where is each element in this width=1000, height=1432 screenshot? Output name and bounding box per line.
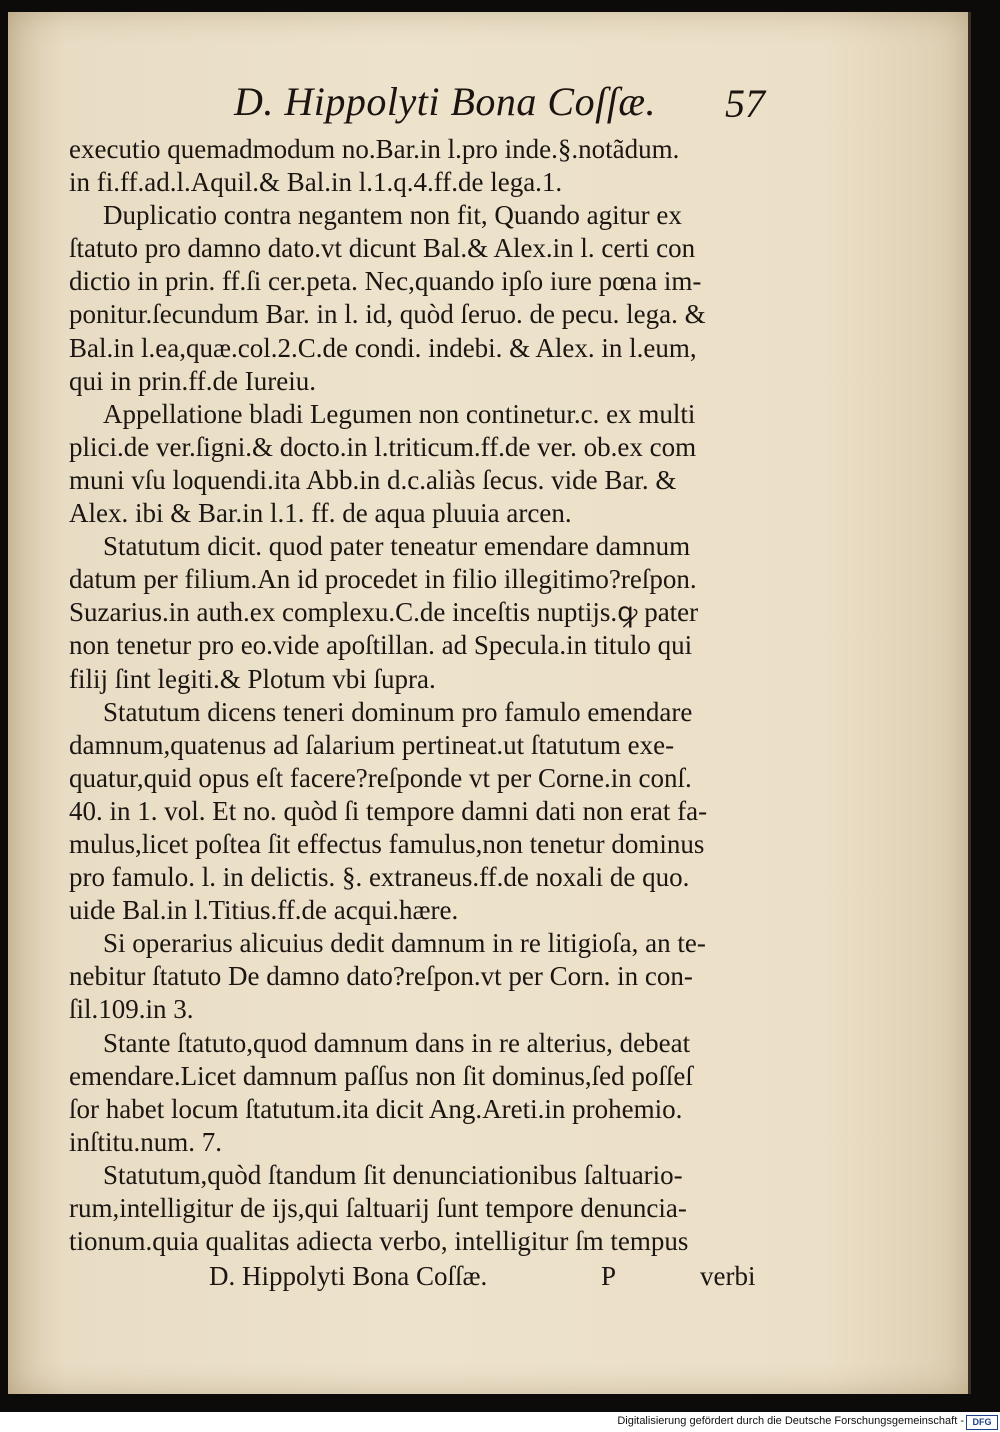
text-line: ſtatuto pro damno dato.vt dicunt Bal.& Alex.in l. certi con	[69, 233, 696, 264]
text-line: dictio in prin. ff.ſi cer.peta. Nec,quando ipſo iure pœna im-	[69, 266, 702, 297]
signature-mark: P	[601, 1261, 617, 1291]
text-line: 40. in 1. vol. Et no. quòd ſi tempore damni dati non erat fa-	[69, 795, 708, 826]
credit-bar	[0, 1412, 1000, 1432]
text-line: mulus,licet poſtea ſit effectus famulus,non tenetur dominus	[69, 828, 705, 859]
text-line: Duplicatio contra negantem non fit, Quando agitur ex	[103, 200, 682, 231]
text-line: damnum,quatenus ad ſalarium pertineat.ut ſtatutum exe-	[69, 729, 675, 760]
text-line: inſtitu.num. 7.	[69, 1126, 223, 1157]
book-page	[8, 12, 971, 1394]
catchword: verbi	[700, 1261, 756, 1291]
text-line: Statutum dicit. quod pater teneatur emendare damnum	[103, 531, 691, 562]
text-line: Si operarius alicuius dedit damnum in re litigioſa, an te-	[103, 928, 706, 959]
text-line: pro famulo. l. in delictis. §. extraneus.ff.de noxali de quo.	[69, 862, 690, 893]
text-line: nebitur ſtatuto De damno dato?reſpon.vt per Corn. in con-	[69, 961, 693, 992]
text-line: non tenetur pro eo.vide apoſtillan. ad Specula.in titulo qui	[69, 630, 693, 661]
text-line: rum,intelligitur de ijs,qui ſaltuarij ſunt tempore denuncia-	[69, 1193, 687, 1223]
text-line: muni vſu loquendi.ita Abb.in d.c.aliàs ſecus. vide Bar. &	[69, 464, 677, 495]
text-line: Alex. ibi & Bar.in l.1. ff. de aqua pluuia arcen.	[69, 498, 572, 529]
text-line: Appellatione bladi Legumen non continetur.c. ex multi	[103, 398, 696, 429]
text-line: Statutum,quòd ſtandum ſit denunciationibus ſaltuario-	[103, 1159, 683, 1190]
text-line: Suzarius.in auth.ex complexu.C.de inceſtis nuptijs.ꝙ pater	[69, 597, 699, 628]
text-line: qui in prin.ff.de Iureiu.	[69, 365, 316, 396]
text-line: emendare.Licet damnum paſſus non ſit dominus,ſed poſſeſ	[69, 1060, 693, 1091]
footer-line	[8, 1261, 968, 1297]
text-line: uide Bal.in l.Titius.ff.de acqui.hære.	[69, 895, 459, 926]
text-line: quatur,quid opus eſt facere?reſponde vt per Corne.in conſ.	[69, 762, 692, 793]
text-line: Statutum dicens teneri dominum pro famulo emendare	[103, 696, 693, 727]
dfg-logo-icon: DFG	[966, 1415, 998, 1430]
text-line: ſil.109.in 3.	[69, 994, 194, 1025]
text-line: datum per filium.An id procedet in filio illegitimo?reſpon.	[69, 564, 697, 595]
page-number: 57	[725, 81, 765, 126]
text-line: ponitur.ſecundum Bar. in l. id, quòd ſeruo. de pecu. lega. &	[69, 299, 706, 330]
text-line: Stante ſtatuto,quod damnum dans in re alterius, debeat	[103, 1027, 691, 1058]
text-line: executio quemadmodum no.Bar.in l.pro inde.§.notãdum.	[69, 134, 680, 164]
text-line: Bal.in l.ea,quæ.col.2.C.de condi. indebi. & Alex. in l.eum,	[69, 332, 697, 363]
text-line: tionum.quia qualitas adiecta verbo, intelligitur ſm tempus	[69, 1226, 689, 1257]
text-line: ſor habet locum ſtatutum.ita dicit Ang.Areti.in prohemio.	[69, 1093, 683, 1124]
running-head	[8, 78, 968, 128]
body-text	[69, 133, 809, 1258]
running-head-title: D. Hippolyti Bona Coſſæ.	[234, 79, 656, 124]
text-line: filij ſint legiti.& Plotum vbi ſupra.	[69, 663, 436, 694]
text-line: in fi.ff.ad.l.Aquil.& Bal.in l.1.q.4.ff.de lega.1.	[69, 167, 563, 198]
funding-credit: Digitalisierung gefördert durch die Deutsche Forschungsgemeinschaft -	[617, 1415, 964, 1427]
text-line: plici.de ver.ſigni.& docto.in l.triticum.ff.de ver. ob.ex com	[69, 431, 697, 462]
footer-title: D. Hippolyti Bona Coſſæ.	[209, 1261, 488, 1291]
